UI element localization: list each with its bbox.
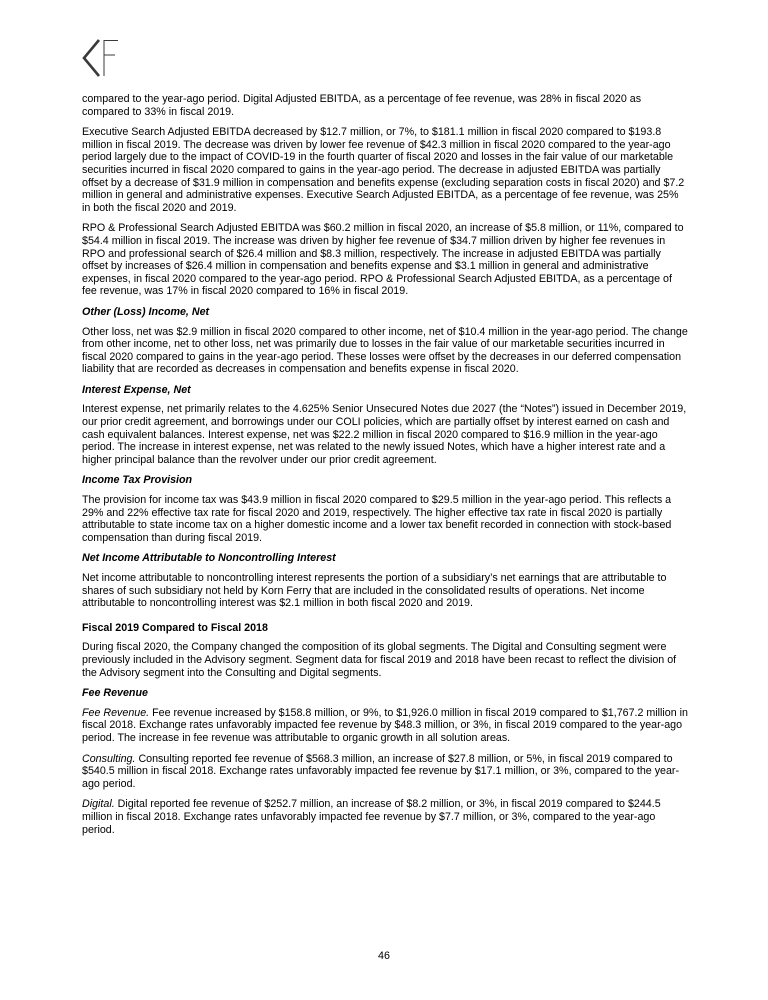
company-logo xyxy=(82,38,122,78)
paragraph-text: Consulting reported fee revenue of $568.3 million, an increase of $27.8 million, or 5%, in fiscal 2019 compared to $540.5 million in fiscal 2018. Exchange rates unfavorably impacted fee revenue by $17.1 million, or 3%, compared to the year-ago period. xyxy=(82,752,680,790)
paragraph: The provision for income tax was $43.9 million in fiscal 2020 compared to $29.5 million in the year-ago period. This reflects a 29% and 22% effective tax rate for fiscal 2020 and 2019, respectively. The higher effective tax rate in fiscal 2020 is partially attributable to state income tax on a higher domestic income and a lower tax benefit recorded in connection with stock-based compensation than during fiscal 2019. xyxy=(82,494,672,544)
page-number: 46 xyxy=(378,950,390,962)
paragraph-lead: Consulting. xyxy=(82,752,136,765)
paragraph: During fiscal 2020, the Company changed the composition of its global segments. The Digital and Consulting segment were previously included in the Advisory segment. Segment data for fiscal 2019 and 2018 have been recast to reflect the division of the Advisory segment into the Consulting and Digital segments. xyxy=(82,641,677,679)
document-body xyxy=(82,93,688,844)
paragraph-lead: Fee Revenue. xyxy=(82,706,150,719)
paragraph xyxy=(82,707,688,745)
paragraph-text: Digital reported fee revenue of $252.7 million, an increase of $8.2 million, or 3%, in fiscal 2019 compared to $244.5 million in fiscal 2018. Exchange rates unfavorably impacted fee revenue by $7.7 million, or 3%, compared to the year-ago period. xyxy=(82,798,661,836)
paragraph: RPO & Professional Search Adjusted EBITDA was $60.2 million in fiscal 2020, an increase of $5.8 million, or 11%, compared to $54.4 million in fiscal 2019. The increase was driven by higher fee revenue of $34.7 million driven by higher fee revenues in RPO and professional search of $26.4 million and $8.3 million, respectively. The increase in adjusted EBITDA was partially offset by increases of $26.4 million in compensation and benefits expense and $3.1 million in general and administrative expenses, in fiscal 2020 compared to the year-ago period. RPO & Professional Search Adjusted EBITDA, as a percentage of fee revenue, was 17% in fiscal 2020 compared to 16% in fiscal 2019. xyxy=(82,222,684,298)
major-heading: Fiscal 2019 Compared to Fiscal 2018 xyxy=(82,621,268,634)
paragraph: Interest expense, net primarily relates to the 4.625% Senior Unsecured Notes due 2027 (the “Notes”) issued in December 2019, our prior credit agreement, and borrowings under our COLI policies, which are partially offset by interest earned on cash and cash equivalent balances. Interest expense, net was $22.2 million in fiscal 2020 compared to $16.9 million in the year-ago period. The increase in interest expense, net was related to the newly issued Notes, which have a higher interest rate and a higher principal balance than the revolver under our prior credit agreement. xyxy=(82,403,687,466)
paragraph xyxy=(82,753,688,791)
section-heading: Net Income Attributable to Noncontrolling Interest xyxy=(82,552,336,565)
paragraph: Executive Search Adjusted EBITDA decreased by $12.7 million, or 7%, to $181.1 million in fiscal 2020 compared to $193.8 million in fiscal 2019. The decrease was driven by lower fee revenue of $42.3 million in fiscal 2020 compared to the year-ago period largely due to the impact of COVID-19 in the fourth quarter of fiscal 2020 and losses in the fair value of our marketable securities incurred in fiscal 2020 compared to gains in the year-ago period. The decrease in adjusted EBITDA was partially offset by a decrease of $31.9 million in compensation and benefits expense (excluding separation costs in fiscal 2020) and $7.2 million in general and administrative expenses. Executive Search Adjusted EBITDA, as a percentage of fee revenue, was 25% in both the fiscal 2020 and 2019. xyxy=(82,126,685,214)
paragraph: Net income attributable to noncontrolling interest represents the portion of a subsidiary’s net earnings that are attributable to shares of such subsidiary not held by Korn Ferry that are included in the consolidated results of operations. Net income attributable to noncontrolling interest was $2.1 million in both fiscal 2020 and 2019. xyxy=(82,572,667,610)
paragraph: Other loss, net was $2.9 million in fiscal 2020 compared to other income, net of $10.4 million in the year-ago period. The change from other income, net to other loss, net was primarily due to losses in the fair value of our marketable securities incurred in fiscal 2020 compared to gains in the year-ago period. These losses were offset by the decreases in our deferred compensation liability that are recorded as decreases in compensation and benefits expense in fiscal 2020. xyxy=(82,325,688,376)
paragraph xyxy=(82,798,688,836)
section-heading: Fee Revenue xyxy=(82,687,148,700)
section-heading: Income Tax Provision xyxy=(82,474,193,487)
paragraph-text: Fee revenue increased by $158.8 million, or 9%, to $1,926.0 million in fiscal 2019 compared to $1,767.2 million in fiscal 2018. Exchange rates unfavorably impacted fee revenue by $48.3 million, or 3%, in fiscal 2019 compared to the year-ago period. The increase in fee revenue was attributable to organic growth in all solution areas. xyxy=(82,706,688,744)
kf-logo-icon xyxy=(82,38,122,78)
paragraph: compared to the year-ago period. Digital Adjusted EBITDA, as a percentage of fee revenue, was 28% in fiscal 2020 as compared to 33% in fiscal 2019. xyxy=(82,93,642,118)
paragraph-lead: Digital. xyxy=(82,798,115,811)
section-heading: Other (Loss) Income, Net xyxy=(82,305,210,318)
section-heading: Interest Expense, Net xyxy=(82,383,191,396)
